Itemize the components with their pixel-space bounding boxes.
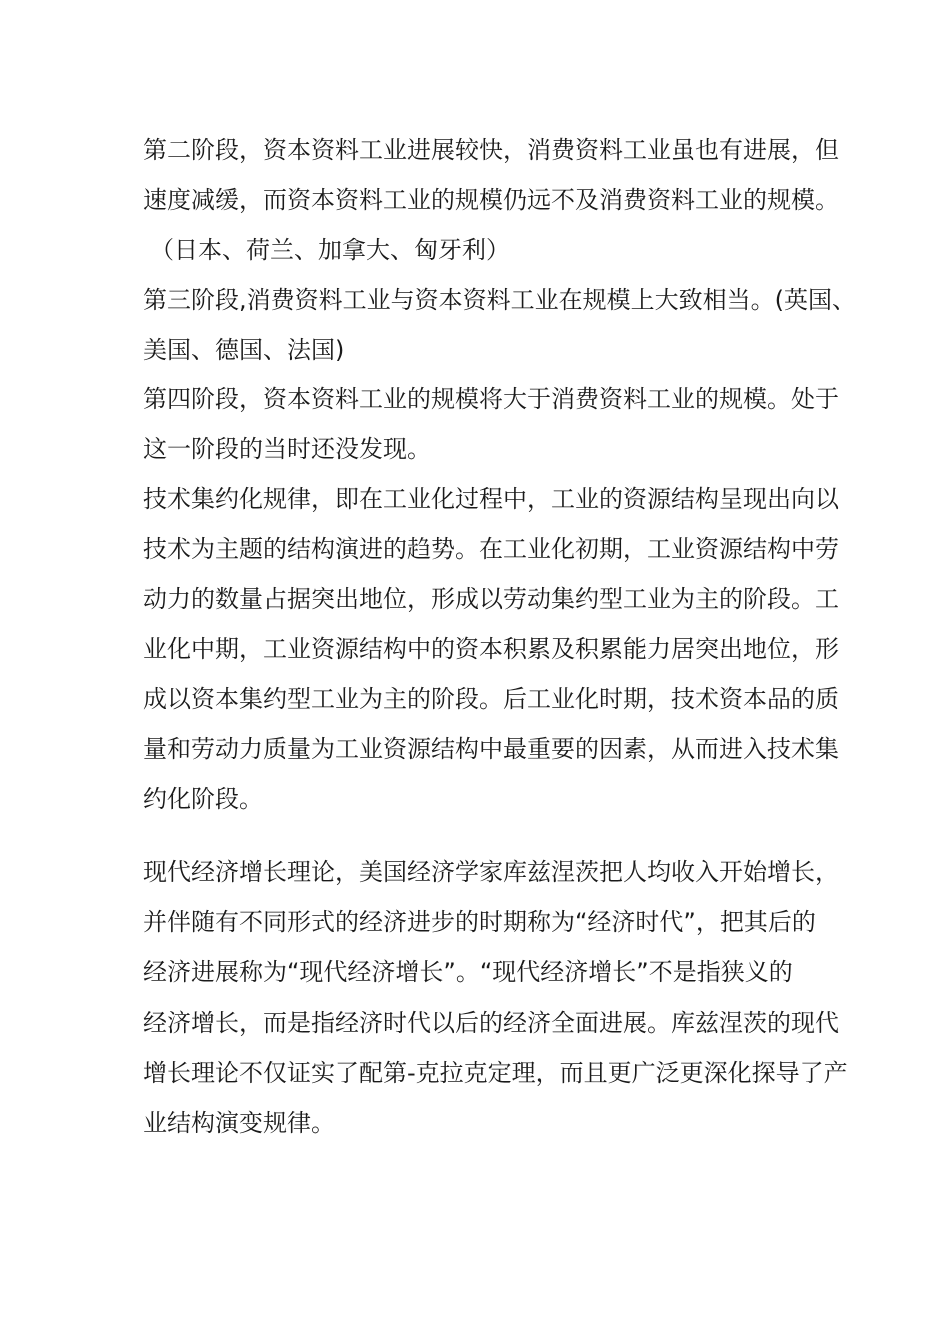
text-line: 技术为主题的结构演进的趋势。在工业化初期，工业资源结构中劳 [143, 535, 839, 563]
text-line: 业结构演变规律。 [143, 1109, 335, 1137]
text-line: 现代经济增长理论，美国经济学家库兹涅茨把人均收入开始增长， [143, 858, 839, 886]
text-line: 成以资本集约型工业为主的阶段。后工业化时期，技术资本品的质 [143, 685, 839, 713]
text-line: 约化阶段。 [143, 785, 263, 813]
text-line: 这一阶段的当时还没发现。 [143, 435, 431, 463]
text-line: 业化中期，工业资源结构中的资本积累及积累能力居突出地位，形 [143, 635, 839, 663]
text-line: 经济增长，而是指经济时代以后的经济全面进展。库兹涅茨的现代 [143, 1009, 839, 1037]
text-line: 量和劳动力质量为工业资源结构中最重要的因素，从而进入技术集 [143, 735, 839, 763]
text-line: （日本、荷兰、加拿大、匈牙利） [150, 236, 510, 264]
text-line: 技术集约化规律，即在工业化过程中，工业的资源结构呈现出向以 [143, 485, 839, 513]
text-line: 动力的数量占据突出地位，形成以劳动集约型工业为主的阶段。工 [143, 585, 839, 613]
text-line: 美国、德国、法国) [143, 336, 345, 364]
text-line: 第四阶段，资本资料工业的规模将大于消费资料工业的规模。处于 [143, 385, 839, 413]
text-line: 并伴随有不同形式的经济进步的时期称为“经济时代”，把其后的 [143, 908, 816, 936]
text-line: 第三阶段,消费资料工业与资本资料工业在规模上大致相当。(英国、 [143, 286, 856, 314]
text-line: 经济进展称为“现代经济增长”。“现代经济增长”不是指狭义的 [143, 958, 793, 986]
text-line: 第二阶段，资本资料工业进展较快，消费资料工业虽也有进展，但 [143, 136, 839, 164]
text-line: 增长理论不仅证实了配第-克拉克定理，而且更广泛更深化探导了产 [143, 1059, 848, 1087]
text-line: 速度减缓，而资本资料工业的规模仍远不及消费资料工业的规模。 [143, 186, 839, 214]
